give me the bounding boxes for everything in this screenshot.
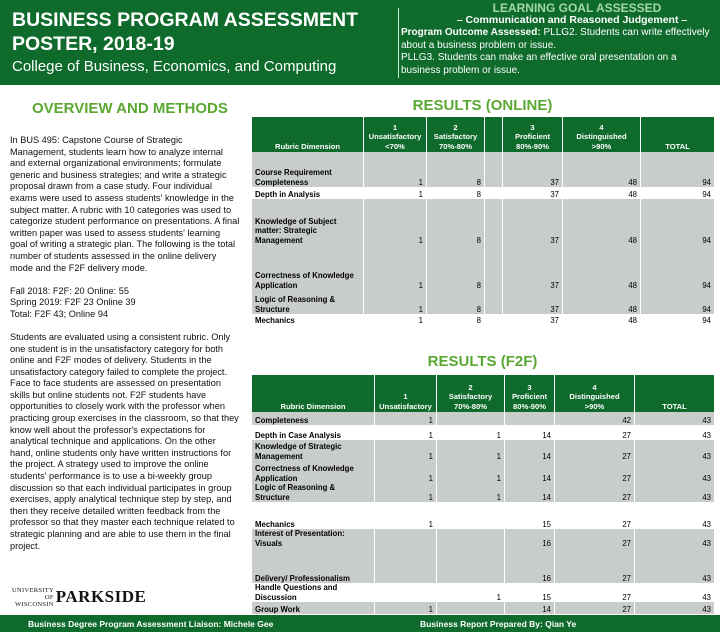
learning-goal-panel [401,2,713,77]
score-cell [485,314,503,325]
score-cell: 1 [375,483,437,502]
score-cell: 48 [563,187,641,199]
rubric-dimension-cell: Completeness [252,412,375,425]
score-cell: 8 [427,314,485,325]
score-cell [485,199,503,245]
enrollment-total: Total: F2F 43; Online 94 [10,308,109,319]
rubric-dimension-cell: Mechanics [252,502,375,529]
score-cell: 43 [635,529,715,548]
score-cell: 43 [635,425,715,440]
score-cell: 1 [364,314,427,325]
score-cell: 16 [505,529,555,548]
rubric-dimension-cell: Interest of Presentation: Visuals [252,529,375,548]
overview-heading: OVERVIEW AND METHODS [32,100,228,117]
score-cell: 14 [505,461,555,483]
score-cell: 43 [635,483,715,502]
table-row [252,152,715,187]
score-cell: 1 [364,199,427,245]
score-cell: 1 [364,187,427,199]
f2f-header-satisfactory: 2 Satisfactory 70%-80% [437,375,505,412]
score-cell: 1 [375,502,437,529]
score-cell: 94 [641,290,715,314]
footer-prepared-by: Business Report Prepared By: Qian Ye [420,619,577,629]
logo-university-of: UNIVERSITY OF [12,586,54,601]
results-f2f-heading: RESULTS (F2F) [427,353,538,370]
rubric-dimension-cell: Correctness of Knowledge Application [252,245,364,290]
score-cell: 27 [555,602,635,614]
score-cell [375,583,437,602]
score-cell: 27 [555,583,635,602]
score-cell [437,502,505,529]
f2f-header-unsatisfactory: 1 Unsatisfactory [375,375,437,412]
table-row [252,245,715,290]
f2f-header-total: TOTAL [635,375,715,412]
score-cell: 94 [641,245,715,290]
learning-goal-title: LEARNING GOAL ASSESSED [492,1,662,15]
score-cell: 94 [641,314,715,325]
poster-footer [0,615,720,632]
score-cell: 48 [563,290,641,314]
footer-liaison: Business Degree Program Assessment Liaison: Michele Gee [28,619,274,629]
enrollment-fall: Fall 2018: F2F: 20 Online: 55 [10,285,129,296]
table-row [252,583,715,602]
score-cell: 94 [641,187,715,199]
score-cell: 27 [555,529,635,548]
f2f-header-dim: Rubric Dimension [252,375,375,412]
score-cell [437,602,505,614]
score-cell: 27 [555,425,635,440]
online-header-distinguished: 4 Distinguished >90% [563,117,641,152]
overview-paragraph-1: In BUS 495: Capstone Course of Strategic Management, students learn how to analyze internal and external organizational environments; formulate generic and business strategies; and write a strategic proposal drawn from a case study. Four individual exams were used to assess students' knowledge in the subject matter. A rubric with 10 categories was used to categorize student performance on presentations. A final written paper was used to assess students' learning goal of writing a strategic plan. The following is the total number of students assessed in the online delivery mode and the F2F delivery mode. [10,135,240,273]
score-cell: 48 [563,245,641,290]
score-cell: 43 [635,502,715,529]
table-row [252,440,715,461]
score-cell: 14 [505,483,555,502]
program-outcome [401,27,713,52]
score-cell: 1 [375,461,437,483]
score-cell [437,548,505,583]
online-header-satisfactory: 2 Satisfactory 70%-80% [427,117,485,152]
results-f2f-table [251,375,715,614]
overview-text [10,135,240,564]
table-row [252,548,715,583]
score-cell: 1 [375,412,437,425]
table-row [252,529,715,548]
rubric-dimension-cell: Logic of Reasoning & Structure [252,483,375,502]
rubric-dimension-cell: Course Requirement Completeness [252,152,364,187]
score-cell: 1 [437,583,505,602]
score-cell: 27 [555,440,635,461]
score-cell [375,529,437,548]
table-row [252,187,715,199]
score-cell: 37 [503,199,563,245]
table-row [252,602,715,614]
f2f-header-row [252,375,715,412]
rubric-dimension-cell: Depth in Analysis [252,187,364,199]
table-row [252,412,715,425]
logo-wisconsin: WISCONSIN [14,600,54,608]
table-row [252,461,715,483]
score-cell: 1 [375,602,437,614]
table-row [252,290,715,314]
program-outcome-text: PLLG2. Students can write effectively about a business problem or issue. [401,27,710,51]
score-cell: 37 [503,152,563,187]
score-cell [375,548,437,583]
rubric-dimension-cell: Depth in Case Analysis [252,425,375,440]
rubric-dimension-cell: Mechanics [252,314,364,325]
score-cell: 1 [375,425,437,440]
score-cell: 15 [505,502,555,529]
score-cell: 27 [555,483,635,502]
overview-paragraph-2: Students are evaluated using a consistent rubric. Only one student is in the unsatisfactory category for both online and F2F modes of delivery. Students in the unsatisfactory category failed to complete the project. Face to face students are assessed on presentation skills but online students not. F2F students have opportunities to closely work with the professor when practicing group exercises in the classroom, so that they know well about the professor's expectations for analytical technique and applications. On the other hand, online students only have written instructions for the project. A strategy used to improve the online students' performance is to use a bi-weekly group discussion so that each individual participates in group exercises, apply analytical technique step by step, and then they receive detailed written feedback from the professor so that they master each technique related to strategic planning and are able to use them in the final project. [10,331,239,551]
score-cell [485,152,503,187]
score-cell: 16 [505,548,555,583]
score-cell: 43 [635,412,715,425]
score-cell: 42 [555,412,635,425]
logo-small-text [12,587,54,608]
score-cell: 14 [505,425,555,440]
score-cell: 14 [505,440,555,461]
score-cell: 1 [437,440,505,461]
score-cell: 37 [503,314,563,325]
score-cell: 8 [427,187,485,199]
table-row [252,483,715,502]
score-cell: 1 [437,483,505,502]
logo-parkside: PARKSIDE [55,587,147,606]
rubric-dimension-cell: Group Work [252,602,375,614]
score-cell [485,187,503,199]
score-cell: 43 [635,602,715,614]
score-cell: 8 [427,290,485,314]
score-cell: 27 [555,502,635,529]
score-cell: 37 [503,245,563,290]
poster-header [0,0,720,85]
score-cell: 43 [635,440,715,461]
rubric-dimension-cell: Logic of Reasoning & Structure [252,290,364,314]
online-header-proficient: 3 Proficient 80%-90% [503,117,563,152]
score-cell: 37 [503,187,563,199]
score-cell: 37 [503,290,563,314]
score-cell: 1 [364,245,427,290]
learning-goal-subtitle: – Communication and Reasoned Judgement – [456,14,688,26]
online-header-total: TOTAL [641,117,715,152]
score-cell: 1 [364,152,427,187]
poster-title: BUSINESS PROGRAM ASSESSMENT POSTER, 2018-19 [12,9,358,55]
score-cell: 14 [505,602,555,614]
score-cell: 8 [427,245,485,290]
program-outcome-2: PLLG3. Students can make an effective oral presentation on a business problem or issue. [401,52,677,76]
score-cell: 94 [641,152,715,187]
results-online-heading: RESULTS (ONLINE) [412,97,553,114]
score-cell: 43 [635,583,715,602]
score-cell: 27 [555,461,635,483]
score-cell: 48 [563,152,641,187]
rubric-dimension-cell: Correctness of Knowledge Application [252,461,375,483]
score-cell [437,529,505,548]
score-cell: 27 [555,548,635,583]
rubric-dimension-cell: Knowledge of Strategic Management [252,440,375,461]
table-row [252,425,715,440]
f2f-header-proficient: 3 Proficient 80%-90% [505,375,555,412]
online-header-row [252,117,715,152]
score-cell: 43 [635,461,715,483]
table-row [252,502,715,529]
enrollment-spring: Spring 2019: F2F 23 Online 39 [10,297,136,308]
score-cell: 8 [427,199,485,245]
score-cell: 1 [375,440,437,461]
score-cell: 43 [635,548,715,583]
rubric-dimension-cell: Handle Questions and Discussion [252,583,375,602]
score-cell: 1 [437,425,505,440]
score-cell: 15 [505,583,555,602]
results-online-table [251,117,715,325]
table-row [252,199,715,245]
online-header-dim: Rubric Dimension [252,117,364,152]
uw-parkside-logo [12,586,147,608]
online-header-blank [485,117,503,152]
college-name: College of Business, Economics, and Computing [12,58,337,75]
score-cell [485,290,503,314]
online-header-unsatisfactory: 1 Unsatisfactory <70% [364,117,427,152]
score-cell: 48 [563,314,641,325]
table-row [252,314,715,325]
program-outcome-label: Program Outcome Assessed: [401,27,544,38]
rubric-dimension-cell: Delivery/ Professionalism [252,548,375,583]
score-cell: 1 [364,290,427,314]
score-cell: 1 [437,461,505,483]
score-cell [505,412,555,425]
header-divider [398,8,399,78]
score-cell: 48 [563,199,641,245]
rubric-dimension-cell: Knowledge of Subject matter: Strategic Management [252,199,364,245]
score-cell [485,245,503,290]
score-cell: 94 [641,199,715,245]
score-cell [437,412,505,425]
f2f-header-distinguished: 4 Distinguished >90% [555,375,635,412]
score-cell: 8 [427,152,485,187]
